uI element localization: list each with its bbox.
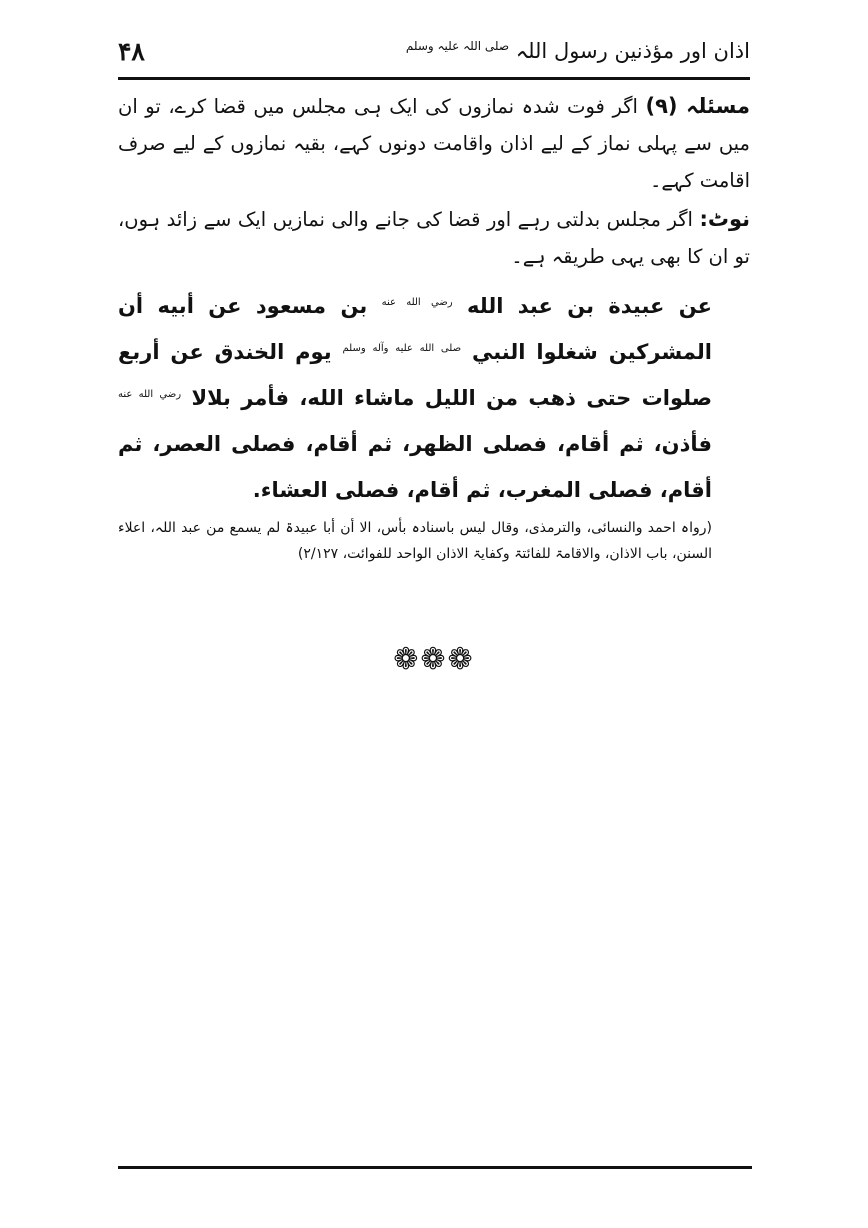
section-divider-ornament: ❁❁❁: [393, 642, 475, 677]
hadith-reference: (رواہ احمد والنسائی، والترمذی، وقال لیس باسنادہ بأس، الا أن أبا عبیدۃ لم یسمع من عبد اللہ، اعلاء السنن، باب الاذان، والاقامۃ للفائتۃ وکفایۃ الاذان الواحد للفوائت، ۲/۱۲۷): [118, 520, 712, 562]
page-number: ۴۸: [118, 36, 145, 66]
hadith-part-4: فأذن، ثم أقام، فصلى الظهر، ثم أقام، فصلى العصر، ثم أقام، فصلى المغرب، ثم أقام، فصلى العشاء.: [118, 432, 712, 502]
masala-text: اگر فوت شدہ نمازوں کی ایک ہی مجلس میں قضا کرے، تو ان میں سے پہلی نماز کے لیے اذان واقامت دونوں کہے، بقیہ نمازوں کے لیے صرف اقامت کہے۔: [118, 95, 750, 192]
hadith-text: [118, 283, 750, 513]
hadith-part-3: يوم الخندق عن أربع صلوات حتى ذهب من الليل ماشاء الله، فأمر بلالا: [118, 340, 713, 410]
masala-paragraph: [118, 88, 750, 199]
hadith-part-1: عن عبيدة بن عبد الله: [467, 294, 713, 318]
hadith-part-2: بن مسعود عن أبيه أن المشركين شغلوا النبي: [118, 294, 712, 364]
note-text: اگر مجلس بدلتی رہے اور قضا کی جانے والی نمازیں ایک سے زائد ہوں، تو ان کا بھی یہی طریقہ ہے۔: [118, 208, 750, 268]
page-header: [118, 28, 750, 74]
page-content: [118, 88, 750, 567]
note-paragraph: [118, 201, 750, 275]
radi-allahu-anhu-1: رضي الله عنه: [381, 297, 453, 308]
radi-allahu-anhu-2: رضي الله عنه: [118, 389, 182, 400]
running-title: [406, 39, 750, 63]
note-label: نوٹ:: [699, 207, 750, 231]
footer-rule: [118, 1166, 752, 1169]
header-rule: [118, 77, 750, 80]
masala-label: مسئلہ (۹): [645, 94, 750, 118]
honorific: صلی اللہ علیہ وسلم: [405, 39, 510, 53]
salawat: صلى الله عليه وآله وسلم: [342, 343, 462, 354]
running-title-text: اذان اور مؤذنین رسول اللہ: [515, 39, 750, 63]
